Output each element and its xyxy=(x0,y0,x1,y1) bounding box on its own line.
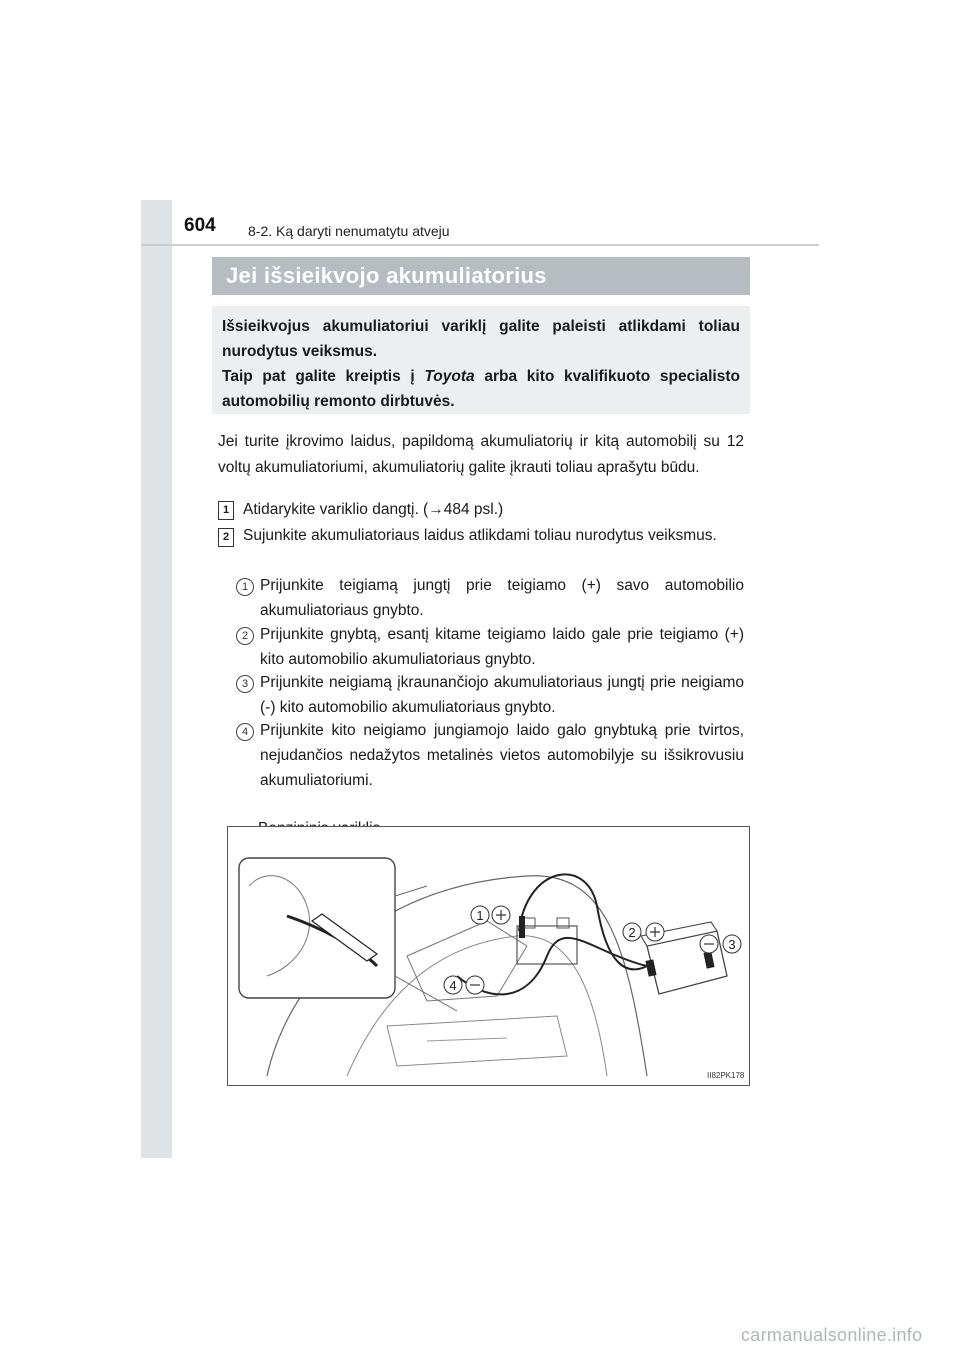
header-rule xyxy=(141,244,819,246)
section-title: Jei išsieikvojo akumuliatorius xyxy=(212,257,750,295)
sub-step-num-2: 2 xyxy=(236,627,254,645)
sub-step-num-1: 1 xyxy=(236,578,254,596)
step-badge-2: 2 xyxy=(218,528,234,547)
sub-step-num-4: 4 xyxy=(236,723,254,741)
intro-box xyxy=(212,306,750,414)
step-1-text: Atidarykite variklio dangtį. (→484 psl.) xyxy=(243,501,504,518)
figure-code: II82PK178 xyxy=(707,1071,745,1080)
sub-step-1-text: Prijunkite teigiamą jungtį prie teigiamo (+) savo automobilio akumuliatoriaus gnybto. xyxy=(260,577,744,619)
jump-start-figure xyxy=(227,826,750,1086)
figure-callout-2: 2 xyxy=(628,925,636,940)
sub-step-num-3: 3 xyxy=(236,675,254,693)
step-badge-1: 1 xyxy=(218,501,234,520)
step-2-text: Sujunkite akumuliatoriaus laidus atlikdami toliau nurodytus veiksmus. xyxy=(243,527,717,544)
sub-step-2-text: Prijunkite gnybtą, esantį kitame teigiamo laido gale prie teigiamo (+) kito automobilio akumuliatoriaus gnybto. xyxy=(260,626,744,668)
brand-name: Toyota xyxy=(424,368,475,385)
sub-step-3-text: Prijunkite neigiamą įkraunančiojo akumuliatoriaus jungtį prie neigiamo (-) kito automobilio akumuliatoriaus gnybto. xyxy=(260,674,744,716)
figure-callout-4: 4 xyxy=(449,978,457,993)
figure-callout-3: 3 xyxy=(728,937,736,952)
sub-step-4-text: Prijunkite kito neigiamo jungiamojo laido galo gnybtuką prie tvirtos, nejudančios nedažytos metalinės vietos automobilyje su išsikrovusiu akumuliatoriumi. xyxy=(260,722,744,789)
side-band xyxy=(141,200,172,1158)
figure-callout-1: 1 xyxy=(476,908,484,923)
section-label: 8-2. Ką daryti nenumatytu atveju xyxy=(248,223,450,239)
body-paragraph: Jei turite įkrovimo laidus, papildomą akumuliatorių ir kitą automobilį su 12 voltų akumuliatoriumi, akumuliatorių galite įkrauti toliau aprašytu būdu. xyxy=(218,433,744,476)
engine-bay-illustration xyxy=(227,826,750,1086)
watermark: carmanualsonline.info xyxy=(741,1325,923,1345)
intro-line-2: Taip pat galite kreiptis į Toyota arba kito kvalifikuoto specialisto automobilių remonto dirbtuvės. xyxy=(222,368,740,410)
intro-line-1: Išsieikvojus akumuliatoriui variklį galite paleisti atlikdami toliau nurodytus veiksmus. xyxy=(222,318,740,360)
page-number: 604 xyxy=(184,215,216,236)
